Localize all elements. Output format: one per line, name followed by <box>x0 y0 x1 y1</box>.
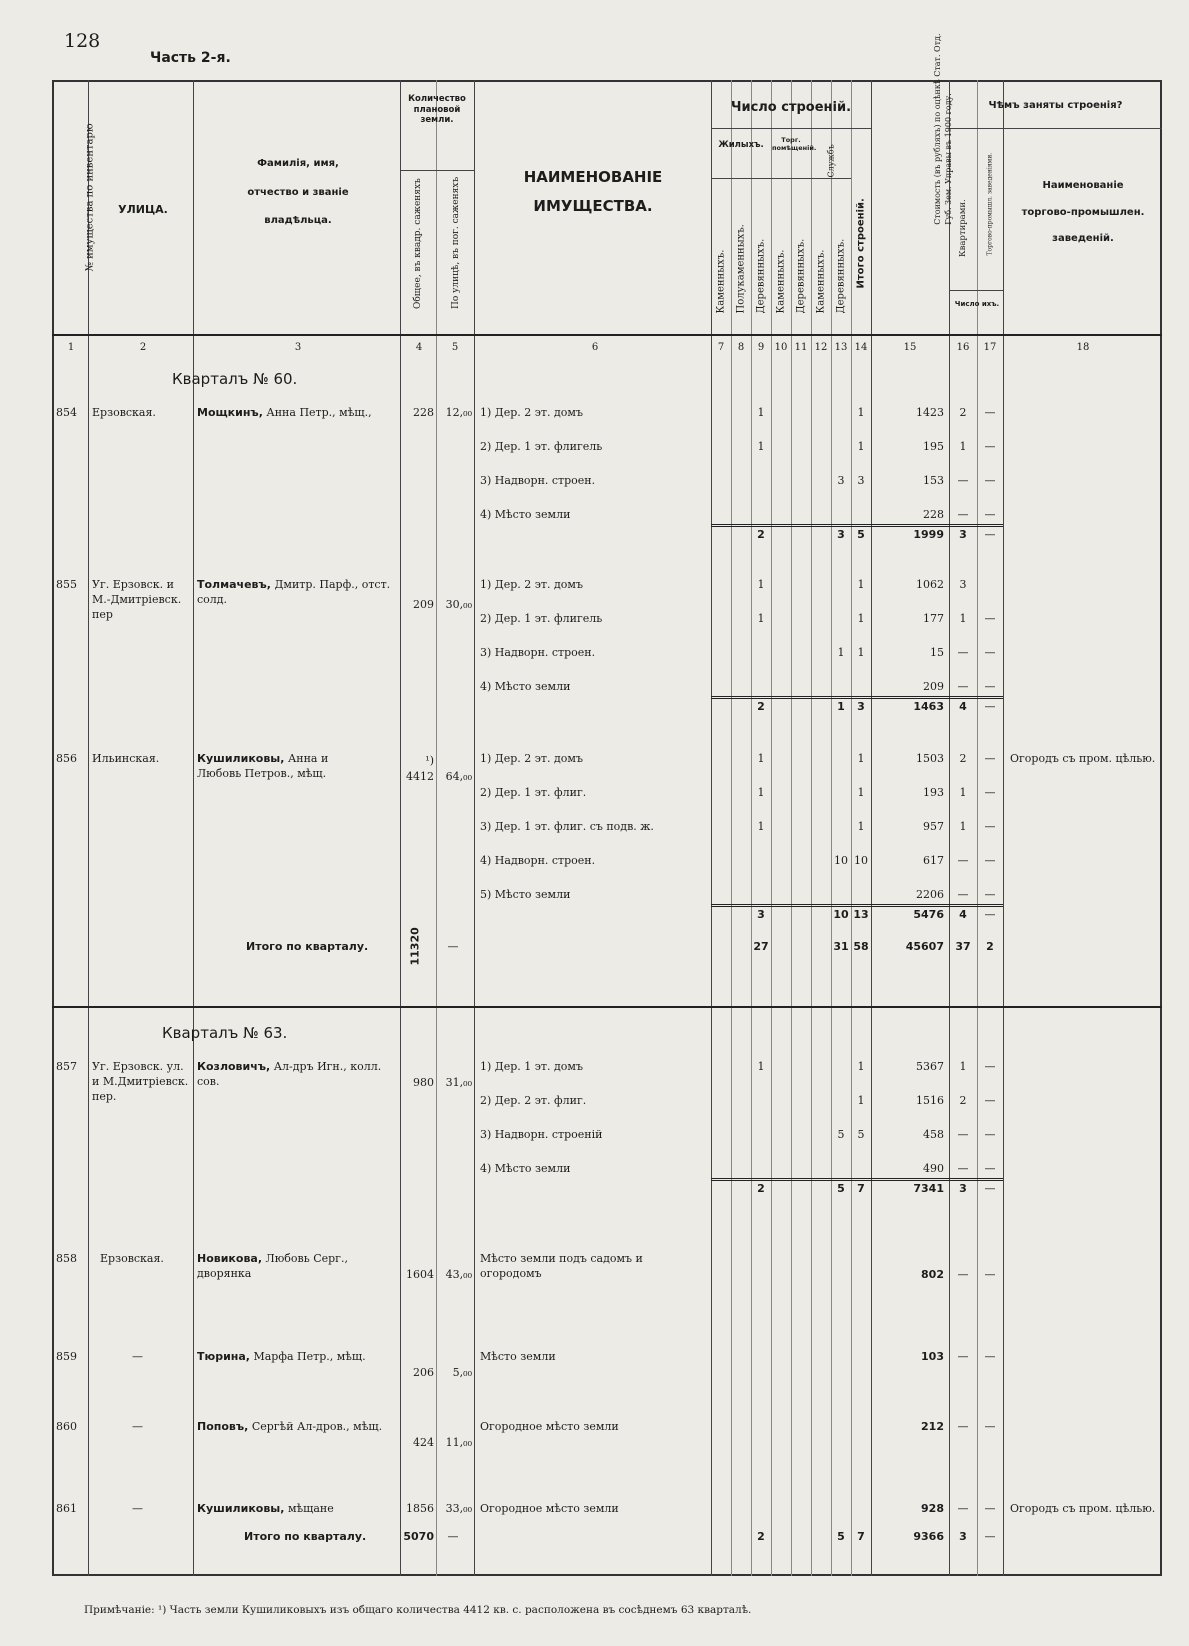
entry-owner <box>197 1350 397 1365</box>
item-name: 4) Мѣсто земли <box>480 680 571 693</box>
header-sub-13: Деревянныхъ. <box>835 238 847 314</box>
cell-c17: — <box>984 474 996 487</box>
header-col6 <box>480 168 706 216</box>
cell-c14: 1 <box>857 612 865 625</box>
total-c13: 5 <box>837 1530 845 1543</box>
item-name: 5) Мѣсто земли <box>480 888 571 901</box>
header-col3-line: Фамилія, имя, <box>257 158 339 169</box>
column-number: 5 <box>451 342 459 353</box>
owner-surname: Кушиликовы, <box>197 1502 285 1515</box>
cell-c17: — <box>984 1350 996 1363</box>
column-number: 17 <box>983 342 997 353</box>
cell-c15: 195 <box>923 440 944 453</box>
cell-c14: 5 <box>857 1128 865 1141</box>
cell-c16: — <box>957 854 969 867</box>
item-name: Огородное мѣсто земли <box>480 1420 619 1433</box>
cell-c17: — <box>984 1128 996 1141</box>
cell-c14: 1 <box>857 820 865 833</box>
sum-c15: 7341 <box>913 1182 944 1195</box>
cell-c17: — <box>984 440 996 453</box>
cell-c14: 1 <box>857 646 865 659</box>
cell-c17: — <box>984 888 996 901</box>
cell-c9: 1 <box>757 612 765 625</box>
owner-details: Дмитр. Парф., отст. солд. <box>197 578 391 606</box>
sum-c15: 1999 <box>913 528 944 541</box>
sum-c16: 3 <box>959 1182 967 1195</box>
item-name: 4) Надворн. строен. <box>480 854 596 867</box>
entry-area: 206 <box>413 1366 434 1379</box>
column-number: 18 <box>1076 342 1090 353</box>
col-divider <box>474 80 475 1576</box>
item-name: 3) Надворн. строен. <box>480 646 596 659</box>
col-divider <box>871 80 872 1576</box>
cell-c15: 5367 <box>916 1060 944 1073</box>
cell-c16: 2 <box>959 1094 967 1107</box>
entry-area: 424 <box>413 1436 434 1449</box>
cell-c14: 1 <box>857 406 865 419</box>
total-c17: — <box>984 1530 996 1543</box>
cell-c14: 10 <box>854 854 868 867</box>
entry-street: Ильинская. <box>92 752 160 765</box>
cell-c15: 1062 <box>916 578 944 591</box>
entry-note: Огородъ съ пром. цѣлью. <box>1010 1502 1156 1515</box>
header-col2: УЛИЦА. <box>118 203 168 216</box>
entry-area-note: ¹) <box>425 754 434 767</box>
cell-c17: — <box>984 1162 996 1175</box>
header-living: Жилыхъ. <box>718 140 764 150</box>
quarter-total-label: Итого по кварталу. <box>246 940 369 953</box>
owner-surname: Толмачевъ, <box>197 578 271 591</box>
header-col1: № имущества по инвентарю <box>84 123 96 272</box>
cell-c9: 1 <box>757 578 765 591</box>
entry-owner <box>197 578 397 608</box>
header-rule <box>711 178 851 179</box>
header-sub-7: Каменныхъ. <box>715 249 727 314</box>
cell-c16: — <box>957 1162 969 1175</box>
cell-c15: 928 <box>921 1502 944 1515</box>
item-name: 2) Дер. 2 эт. флиг. <box>480 1094 587 1107</box>
quarter-divider <box>52 1006 1162 1008</box>
header-col3-line: отчество и званіе <box>247 186 349 198</box>
col-divider <box>731 80 732 1576</box>
cell-c16: — <box>957 888 969 901</box>
cell-c17: — <box>984 612 996 625</box>
header-rule <box>949 290 1003 291</box>
cell-c15: 103 <box>921 1350 944 1363</box>
header-col18-line: Наименованіе <box>1042 180 1124 191</box>
cell-c14: 1 <box>857 440 865 453</box>
cell-c16: 1 <box>959 1060 967 1073</box>
cell-c15: 15 <box>930 646 944 659</box>
cell-c16: 3 <box>959 578 967 591</box>
cell-c15: 212 <box>921 1420 944 1433</box>
quarter-total-area: 11320 <box>408 927 422 966</box>
item-name: 2) Дер. 1 эт. флиг. <box>480 786 587 799</box>
header-sub-12: Каменныхъ. <box>815 249 827 314</box>
entry-street: — <box>132 1502 143 1515</box>
item-name: Мѣсто земли <box>480 1350 556 1363</box>
cell-c15: 1516 <box>916 1094 944 1107</box>
entry-owner <box>197 406 397 421</box>
quarter-total-front: — <box>447 1530 459 1543</box>
item-name: 2) Дер. 1 эт. флигель <box>480 440 603 453</box>
header-trade: Торг. помѣщеній. <box>772 136 817 153</box>
entry-owner <box>197 1420 397 1435</box>
header-col5: По улицѣ, въ пог. саженяхъ <box>451 176 461 309</box>
entry-front: 30,₀₀ <box>445 598 472 611</box>
footnote: Примѣчаніе: ¹) Часть земли Кушиликовыхъ изъ общаго количества 4412 кв. с. расположена въ сосѣднемъ 63 кварталѣ. <box>84 1604 752 1616</box>
cell-c14: 1 <box>857 1094 865 1107</box>
total-c15: 9366 <box>913 1530 944 1543</box>
entry-number: 860 <box>56 1420 77 1433</box>
col-divider <box>811 80 812 1576</box>
header-trade-ind: Торгово-промышл. заведеніями. <box>986 152 994 256</box>
sum-c13: 5 <box>837 1182 845 1195</box>
sum-c16: 4 <box>959 908 967 921</box>
entry-street: Ерзовская. <box>92 406 156 419</box>
cell-c15: 2206 <box>916 888 944 901</box>
column-number: 7 <box>717 342 725 353</box>
sum-c17: — <box>984 528 996 541</box>
owner-surname: Новикова, <box>197 1252 263 1265</box>
entry-street: Уг. Ерзовск. и М.-Дмитріевск. пер <box>92 578 182 621</box>
cell-c14: 3 <box>857 474 865 487</box>
col-divider <box>1003 80 1004 1576</box>
entry-owner <box>197 1252 397 1282</box>
sum-c16: 3 <box>959 528 967 541</box>
column-number: 6 <box>591 342 599 353</box>
entry-number: 854 <box>56 406 77 419</box>
col-divider <box>949 80 950 1576</box>
column-number: 2 <box>139 342 147 353</box>
header-col18-line: заведеній. <box>1052 233 1114 244</box>
cell-c16: 1 <box>959 820 967 833</box>
cell-c13: 3 <box>837 474 845 487</box>
entry-front: 31,₀₀ <box>445 1076 472 1089</box>
col-divider <box>831 80 832 1576</box>
owner-surname: Мощкинъ, <box>197 406 263 419</box>
total-c14: 58 <box>853 940 869 953</box>
total-c14: 7 <box>857 1530 865 1543</box>
item-name: 4) Мѣсто земли <box>480 1162 571 1175</box>
header-col3-line: владѣльца. <box>264 215 332 226</box>
cell-c17: — <box>984 1268 996 1281</box>
sum-c17: — <box>984 700 996 713</box>
header-count: Число ихъ. <box>954 300 1000 308</box>
total-c17: 2 <box>986 940 994 953</box>
entry-street: Ерзовская. <box>100 1252 164 1265</box>
cell-c14: 1 <box>857 752 865 765</box>
sum-c13: 3 <box>837 528 845 541</box>
header-col6-line: НАИМЕНОВАНІЕ <box>523 168 663 186</box>
owner-details: Анна и Любовь Петров., мѣщ. <box>197 752 329 780</box>
sum-c15: 5476 <box>913 908 944 921</box>
cell-c15: 153 <box>923 474 944 487</box>
subtotal-rule <box>711 696 1003 699</box>
entry-front: 43,₀₀ <box>445 1268 472 1281</box>
item-name: 1) Дер. 2 эт. домъ <box>480 752 583 765</box>
owner-details: Анна Петр., мѣщ., <box>266 406 372 419</box>
header-apartments: Квартирами. <box>958 199 968 257</box>
owner-surname: Поповъ, <box>197 1420 249 1433</box>
subtotal-rule <box>711 524 1003 527</box>
quarter-title: Кварталъ № 60. <box>172 370 298 388</box>
cell-c9: 1 <box>757 786 765 799</box>
sum-c9: 2 <box>757 700 765 713</box>
entry-number: 856 <box>56 752 77 765</box>
header-occupied: Чѣмъ заняты строенія? <box>988 100 1123 111</box>
sum-c16: 4 <box>959 700 967 713</box>
col-divider <box>400 80 401 1576</box>
header-value: Стоимость (въ рубляхъ) по оцѣнкѣ Стат. Отд. Губ. Зем. Управы въ 1900 году. <box>933 33 953 225</box>
item-name: 1) Дер. 1 эт. домъ <box>480 1060 583 1073</box>
part-label: Часть 2-я. <box>150 50 231 66</box>
owner-details: Марфа Петр., мѣщ. <box>253 1350 366 1363</box>
sum-c9: 2 <box>757 1182 765 1195</box>
header-col6-line: ИМУЩЕСТВА. <box>533 196 653 215</box>
entry-street: — <box>132 1420 143 1433</box>
sum-c9: 2 <box>757 528 765 541</box>
col-divider <box>771 80 772 1576</box>
item-name: Огородное мѣсто земли <box>480 1502 619 1515</box>
header-bottom-rule <box>52 334 1162 336</box>
header-sub-9: Деревянныхъ. <box>755 238 767 314</box>
sum-c15: 1463 <box>913 700 944 713</box>
sum-c13: 1 <box>837 700 845 713</box>
header-buildings: Число строеній. <box>730 100 852 115</box>
cell-c15: 490 <box>923 1162 944 1175</box>
cell-c16: — <box>957 1350 969 1363</box>
cell-c13: 1 <box>837 646 845 659</box>
cell-c16: 1 <box>959 440 967 453</box>
owner-details: Ал-дръ Игн., колл. сов. <box>197 1060 382 1088</box>
cell-c17: — <box>984 786 996 799</box>
column-number: 14 <box>854 342 868 353</box>
owner-surname: Козловичъ, <box>197 1060 271 1073</box>
sum-c9: 3 <box>757 908 765 921</box>
cell-c17: — <box>984 1060 996 1073</box>
cell-c15: 617 <box>923 854 944 867</box>
entry-area: 209 <box>413 598 434 611</box>
sum-c17: — <box>984 1182 996 1195</box>
item-name: 3) Надворн. строеній <box>480 1128 603 1141</box>
column-number: 16 <box>956 342 970 353</box>
sum-c14: 3 <box>857 700 865 713</box>
cell-c15: 802 <box>921 1268 944 1281</box>
sum-c13: 10 <box>833 908 849 921</box>
cell-c15: 209 <box>923 680 944 693</box>
cell-c13: 10 <box>834 854 848 867</box>
sum-c14: 7 <box>857 1182 865 1195</box>
cell-c14: 1 <box>857 786 865 799</box>
entry-number: 859 <box>56 1350 77 1363</box>
cell-c9: 1 <box>757 406 765 419</box>
total-c9: 2 <box>757 1530 765 1543</box>
column-number: 1 <box>67 342 75 353</box>
col-divider <box>436 80 437 1576</box>
cell-c16: 2 <box>959 752 967 765</box>
col-divider <box>751 80 752 1576</box>
header-col3 <box>200 158 396 228</box>
cell-c16: 2 <box>959 406 967 419</box>
entry-area: 4412 <box>406 770 434 783</box>
column-number: 3 <box>294 342 302 353</box>
cell-c17: — <box>984 1094 996 1107</box>
entry-number: 861 <box>56 1502 77 1515</box>
cell-c16: — <box>957 1502 969 1515</box>
total-c9: 27 <box>753 940 769 953</box>
cell-c17: — <box>984 752 996 765</box>
cell-c16: 1 <box>959 786 967 799</box>
header-rule <box>400 170 474 171</box>
cell-c14: 1 <box>857 1060 865 1073</box>
item-name: Мѣсто земли подъ садомъ и огородомъ <box>480 1252 643 1280</box>
entry-number: 857 <box>56 1060 77 1073</box>
cell-c16: — <box>957 1128 969 1141</box>
cell-c15: 957 <box>923 820 944 833</box>
quarter-title: Кварталъ № 63. <box>162 1024 288 1042</box>
item-name: 3) Дер. 1 эт. флиг. съ подв. ж. <box>480 820 654 833</box>
cell-c9: 1 <box>757 752 765 765</box>
sum-c14: 13 <box>853 908 869 921</box>
header-col45: Количество плановой земли. <box>408 94 466 126</box>
column-number: 9 <box>757 342 765 353</box>
item-name: 2) Дер. 1 эт. флигель <box>480 612 603 625</box>
sum-c17: — <box>984 908 996 921</box>
col-divider <box>193 80 194 1576</box>
owner-details: Любовь Серг., дворянка <box>197 1252 348 1280</box>
owner-surname: Тюрина, <box>197 1350 250 1363</box>
item-name: 1) Дер. 2 эт. домъ <box>480 578 583 591</box>
cell-c14: 1 <box>857 578 865 591</box>
cell-c16: — <box>957 1268 969 1281</box>
cell-c15: 193 <box>923 786 944 799</box>
header-service: Службъ <box>826 144 836 178</box>
cell-c15: 458 <box>923 1128 944 1141</box>
col-divider <box>851 80 852 1576</box>
col-divider <box>711 80 712 1576</box>
quarter-total-area: 5070 <box>403 1530 434 1543</box>
entry-owner <box>197 1060 397 1090</box>
entry-front: 5,₀₀ <box>452 1366 472 1379</box>
entry-area: 1604 <box>406 1268 434 1281</box>
header-col18-line: торгово-промышлен. <box>1021 206 1145 218</box>
header-rule <box>949 128 1162 129</box>
cell-c17: — <box>984 508 996 521</box>
entry-number: 858 <box>56 1252 77 1265</box>
entry-front: 64,₀₀ <box>445 770 472 783</box>
cell-c17: — <box>984 1502 996 1515</box>
entry-street: — <box>132 1350 143 1363</box>
cell-c9: 1 <box>757 440 765 453</box>
col-divider <box>791 80 792 1576</box>
cell-c17: — <box>984 1420 996 1433</box>
header-col18 <box>1006 180 1160 246</box>
item-name: 4) Мѣсто земли <box>480 508 571 521</box>
total-c16: 3 <box>959 1530 967 1543</box>
subtotal-rule <box>711 1178 1003 1181</box>
cell-c17: — <box>984 854 996 867</box>
header-sub-11: Деревянныхъ. <box>795 238 807 314</box>
cell-c17: — <box>984 680 996 693</box>
page-number: 128 <box>64 30 101 52</box>
cell-c9: 1 <box>757 820 765 833</box>
owner-details: мѣщане <box>287 1502 334 1515</box>
column-number: 10 <box>774 342 788 353</box>
entry-owner <box>197 752 367 782</box>
cell-c16: — <box>957 646 969 659</box>
cell-c16: — <box>957 508 969 521</box>
entry-street: Уг. Ерзовск. ул. и М.Дмитріевск. пер. <box>92 1060 189 1103</box>
entry-front: 12,₀₀ <box>445 406 472 419</box>
header-col4: Общее, въ квадр. саженяхъ <box>413 178 423 309</box>
quarter-total-front: — <box>447 940 459 953</box>
entry-front: 33,₀₀ <box>445 1502 472 1515</box>
column-number: 13 <box>834 342 848 353</box>
subtotal-rule <box>711 904 1003 907</box>
header-sub-8: Полукаменныхъ. <box>735 224 747 314</box>
header-sub-10: Каменныхъ. <box>775 249 787 314</box>
cell-c17: — <box>984 406 996 419</box>
cell-c16: — <box>957 474 969 487</box>
entry-area: 228 <box>413 406 434 419</box>
item-name: 3) Надворн. строен. <box>480 474 596 487</box>
column-number: 8 <box>737 342 745 353</box>
cell-c16: — <box>957 1420 969 1433</box>
cell-c16: 1 <box>959 612 967 625</box>
entry-area: 1856 <box>406 1502 434 1515</box>
col-divider <box>88 80 89 1576</box>
total-c16: 37 <box>955 940 971 953</box>
header-rule <box>711 128 871 129</box>
entry-note: Огородъ съ пром. цѣлью. <box>1010 752 1156 765</box>
cell-c15: 1503 <box>916 752 944 765</box>
entry-area: 980 <box>413 1076 434 1089</box>
entry-front: 11,₀₀ <box>445 1436 472 1449</box>
cell-c15: 228 <box>923 508 944 521</box>
sum-c14: 5 <box>857 528 865 541</box>
cell-c17: — <box>984 646 996 659</box>
cell-c15: 1423 <box>916 406 944 419</box>
entry-owner <box>197 1502 397 1517</box>
total-c15: 45607 <box>905 940 944 953</box>
column-number: 12 <box>814 342 828 353</box>
column-number: 4 <box>415 342 423 353</box>
column-number: 11 <box>794 342 808 353</box>
column-number: 15 <box>903 342 917 353</box>
cell-c17: — <box>984 820 996 833</box>
cell-c16: — <box>957 680 969 693</box>
owner-surname: Кушиликовы, <box>197 752 285 765</box>
item-name: 1) Дер. 2 эт. домъ <box>480 406 583 419</box>
owner-details: Сергѣй Ал-дров., мѣщ. <box>251 1420 383 1433</box>
cell-c9: 1 <box>757 1060 765 1073</box>
quarter-total-label: Итого по кварталу. <box>244 1530 367 1543</box>
cell-c15: 177 <box>923 612 944 625</box>
cell-c13: 5 <box>837 1128 845 1141</box>
entry-number: 855 <box>56 578 77 591</box>
header-total-buildings: Итого строеній. <box>855 198 867 289</box>
total-c13: 31 <box>833 940 849 953</box>
